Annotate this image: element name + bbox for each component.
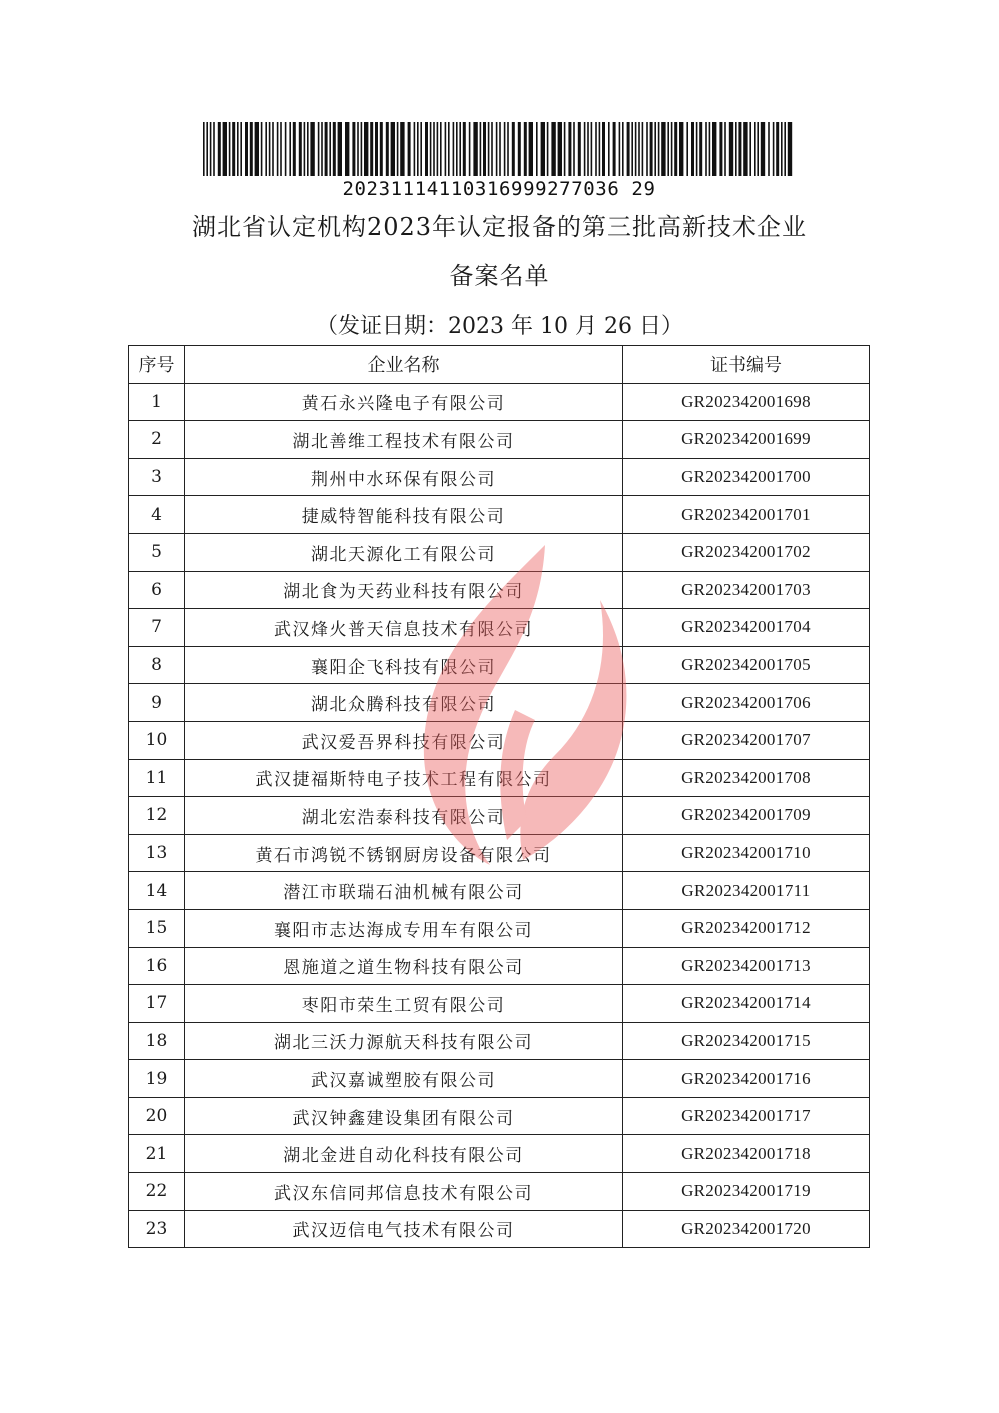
- issue-date: （发证日期：2023 年 10 月 26 日）: [316, 314, 683, 339]
- row-company-name: 武汉烽火普天信息技术有限公司: [185, 609, 623, 647]
- row-serial-no: 19: [129, 1060, 185, 1098]
- row-certificate-no: GR202342001707: [623, 721, 870, 759]
- row-serial-no: 12: [129, 797, 185, 835]
- row-certificate-no: GR202342001720: [623, 1210, 870, 1248]
- row-certificate-no: GR202342001713: [623, 947, 870, 985]
- row-company-name: 武汉东信同邦信息技术有限公司: [185, 1173, 623, 1211]
- row-company-name: 潜江市联瑞石油机械有限公司: [185, 872, 623, 910]
- row-certificate-no: GR202342001714: [623, 985, 870, 1023]
- row-serial-no: 9: [129, 684, 185, 722]
- row-certificate-no: GR202342001702: [623, 533, 870, 571]
- row-serial-no: 11: [129, 759, 185, 797]
- row-certificate-no: GR202342001708: [623, 759, 870, 797]
- table-row: [129, 1210, 870, 1248]
- table-row: [129, 609, 870, 647]
- table-row: [129, 985, 870, 1023]
- row-certificate-no: GR202342001699: [623, 421, 870, 459]
- table-row: [129, 383, 870, 421]
- row-company-name: 湖北善维工程技术有限公司: [185, 421, 623, 459]
- row-certificate-no: GR202342001703: [623, 571, 870, 609]
- row-serial-no: 8: [129, 646, 185, 684]
- row-serial-no: 14: [129, 872, 185, 910]
- row-serial-no: 10: [129, 721, 185, 759]
- row-serial-no: 1: [129, 383, 185, 421]
- row-serial-no: 17: [129, 985, 185, 1023]
- row-serial-no: 16: [129, 947, 185, 985]
- table-row: [129, 684, 870, 722]
- row-company-name: 武汉捷福斯特电子技术工程有限公司: [185, 759, 623, 797]
- row-company-name: 黄石永兴隆电子有限公司: [185, 383, 623, 421]
- row-serial-no: 18: [129, 1022, 185, 1060]
- row-company-name: 湖北食为天药业科技有限公司: [185, 571, 623, 609]
- row-company-name: 湖北天源化工有限公司: [185, 533, 623, 571]
- row-certificate-no: GR202342001712: [623, 909, 870, 947]
- row-company-name: 黄石市鸿锐不锈钢厨房设备有限公司: [185, 834, 623, 872]
- row-serial-no: 6: [129, 571, 185, 609]
- document-title: 湖北省认定机构2023年认定报备的第三批高新技术企业: [191, 213, 808, 241]
- barcode-image: [203, 122, 795, 176]
- table-row: [129, 721, 870, 759]
- table-row: [129, 872, 870, 910]
- row-company-name: 湖北金进自动化科技有限公司: [185, 1135, 623, 1173]
- table-row: [129, 1060, 870, 1098]
- row-certificate-no: GR202342001711: [623, 872, 870, 910]
- table-row: [129, 909, 870, 947]
- row-certificate-no: GR202342001710: [623, 834, 870, 872]
- row-serial-no: 7: [129, 609, 185, 647]
- row-serial-no: 5: [129, 533, 185, 571]
- table-row: [129, 496, 870, 534]
- row-company-name: 湖北众腾科技有限公司: [185, 684, 623, 722]
- row-certificate-no: GR202342001706: [623, 684, 870, 722]
- table-row: [129, 759, 870, 797]
- row-serial-no: 23: [129, 1210, 185, 1248]
- row-certificate-no: GR202342001718: [623, 1135, 870, 1173]
- row-serial-no: 3: [129, 458, 185, 496]
- table-row: [129, 797, 870, 835]
- row-company-name: 武汉迈信电气技术有限公司: [185, 1210, 623, 1248]
- row-company-name: 湖北宏浩泰科技有限公司: [185, 797, 623, 835]
- table-row: [129, 1097, 870, 1135]
- row-certificate-no: GR202342001704: [623, 609, 870, 647]
- row-certificate-no: GR202342001700: [623, 458, 870, 496]
- row-certificate-no: GR202342001717: [623, 1097, 870, 1135]
- row-company-name: 湖北三沃力源航天科技有限公司: [185, 1022, 623, 1060]
- row-company-name: 武汉钟鑫建设集团有限公司: [185, 1097, 623, 1135]
- row-company-name: 恩施道之道生物科技有限公司: [185, 947, 623, 985]
- table-row: [129, 646, 870, 684]
- row-company-name: 武汉爱吾界科技有限公司: [185, 721, 623, 759]
- row-company-name: 武汉嘉诚塑胶有限公司: [185, 1060, 623, 1098]
- row-serial-no: 2: [129, 421, 185, 459]
- row-certificate-no: GR202342001698: [623, 383, 870, 421]
- enterprise-table: [128, 345, 870, 1248]
- row-company-name: 襄阳市志达海成专用车有限公司: [185, 909, 623, 947]
- table-row: [129, 1135, 870, 1173]
- row-company-name: 襄阳企飞科技有限公司: [185, 646, 623, 684]
- table-row: [129, 533, 870, 571]
- row-serial-no: 20: [129, 1097, 185, 1135]
- row-certificate-no: GR202342001716: [623, 1060, 870, 1098]
- table-row: [129, 947, 870, 985]
- row-company-name: 捷威特智能科技有限公司: [185, 496, 623, 534]
- table-row: [129, 571, 870, 609]
- row-certificate-no: GR202342001715: [623, 1022, 870, 1060]
- table-row: [129, 458, 870, 496]
- barcode-number: 20231114110316999277036 29: [342, 178, 656, 200]
- header-company-name: 企业名称: [185, 346, 623, 384]
- row-serial-no: 4: [129, 496, 185, 534]
- row-certificate-no: GR202342001719: [623, 1173, 870, 1211]
- row-serial-no: 21: [129, 1135, 185, 1173]
- table-row: [129, 1173, 870, 1211]
- row-company-name: 枣阳市荣生工贸有限公司: [185, 985, 623, 1023]
- table-header-row: [129, 346, 870, 384]
- row-serial-no: 22: [129, 1173, 185, 1211]
- table-row: [129, 834, 870, 872]
- header-certificate-no: 证书编号: [623, 346, 870, 384]
- row-serial-no: 13: [129, 834, 185, 872]
- row-certificate-no: GR202342001709: [623, 797, 870, 835]
- row-serial-no: 15: [129, 909, 185, 947]
- row-certificate-no: GR202342001701: [623, 496, 870, 534]
- row-certificate-no: GR202342001705: [623, 646, 870, 684]
- table-row: [129, 421, 870, 459]
- barcode: [203, 122, 795, 200]
- document-subtitle: 备案名单: [449, 262, 550, 290]
- row-company-name: 荆州中水环保有限公司: [185, 458, 623, 496]
- table-row: [129, 1022, 870, 1060]
- header-serial-no: 序号: [129, 346, 185, 384]
